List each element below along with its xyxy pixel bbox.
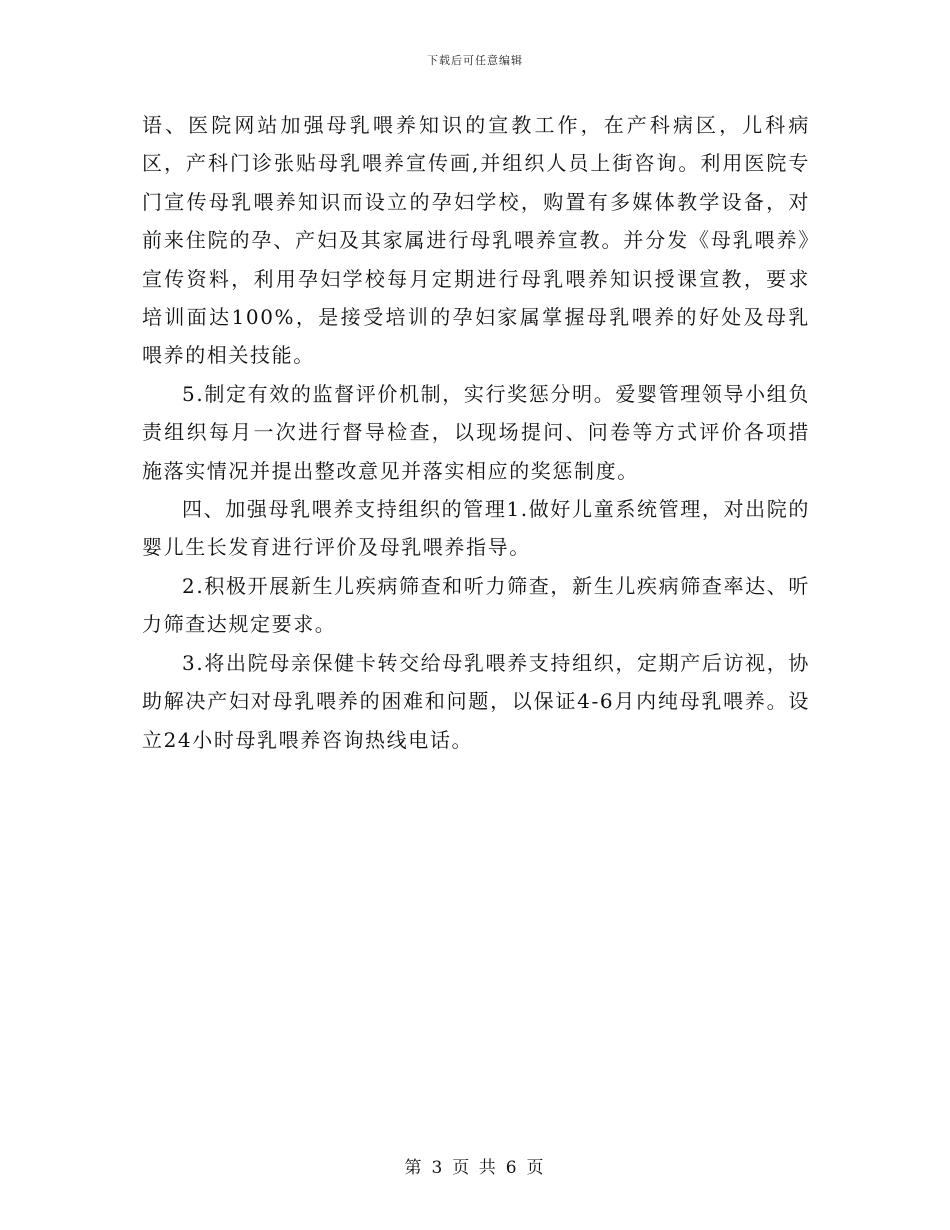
paragraph: 3.将出院母亲保健卡转交给母乳喂养支持组织，定期产后访视，协助解决产妇对母乳喂养的困难和问题，以保证4-6月内纯母乳喂养。设立24小时母乳喂养咨询热线电话。 (142, 650, 810, 752)
page-footer (0, 1153, 950, 1178)
footer-prefix: 第 (404, 1158, 424, 1178)
paragraph: 5.制定有效的监督评价机制，实行奖惩分明。爱婴管理领导小组负责组织每月一次进行督导检查，以现场提问、问卷等方式评价各项措施落实情况并提出整改意见并落实相应的奖惩制度。 (142, 381, 810, 483)
footer-suffix: 页 (526, 1158, 546, 1178)
paragraph: 2.积极开展新生儿疾病筛查和听力筛查，新生儿疾病筛查率达、听力筛查达规定要求。 (142, 573, 810, 637)
current-page-number: 3 (431, 1158, 445, 1178)
page-header-note: 下载后可任意编辑 (427, 54, 523, 67)
footer-middle: 页 共 (452, 1158, 498, 1178)
paragraph: 四、加强母乳喂养支持组织的管理1.做好儿童系统管理，对出院的婴儿生长发育进行评价及母乳喂养指导。 (142, 497, 810, 560)
paragraph: 语、医院网站加强母乳喂养知识的宣教工作，在产科病区，儿科病区，产科门诊张贴母乳喂养宣传画,并组织人员上街咨询。利用医院专门宣传母乳喂养知识而设立的孕妇学校，购置有多媒体教学设备，对前来住院的孕、产妇及其家属进行母乳喂养宣教。并分发《母乳喂养》宣传资料，利用孕妇学校每月定期进行母乳喂养知识授课宣教，要求培训面达100%，是接受培训的孕妇家属掌握母乳喂养的好处及母乳喂养的相关技能。 (142, 113, 810, 368)
document-body (142, 106, 810, 759)
total-page-count: 6 (505, 1158, 519, 1178)
